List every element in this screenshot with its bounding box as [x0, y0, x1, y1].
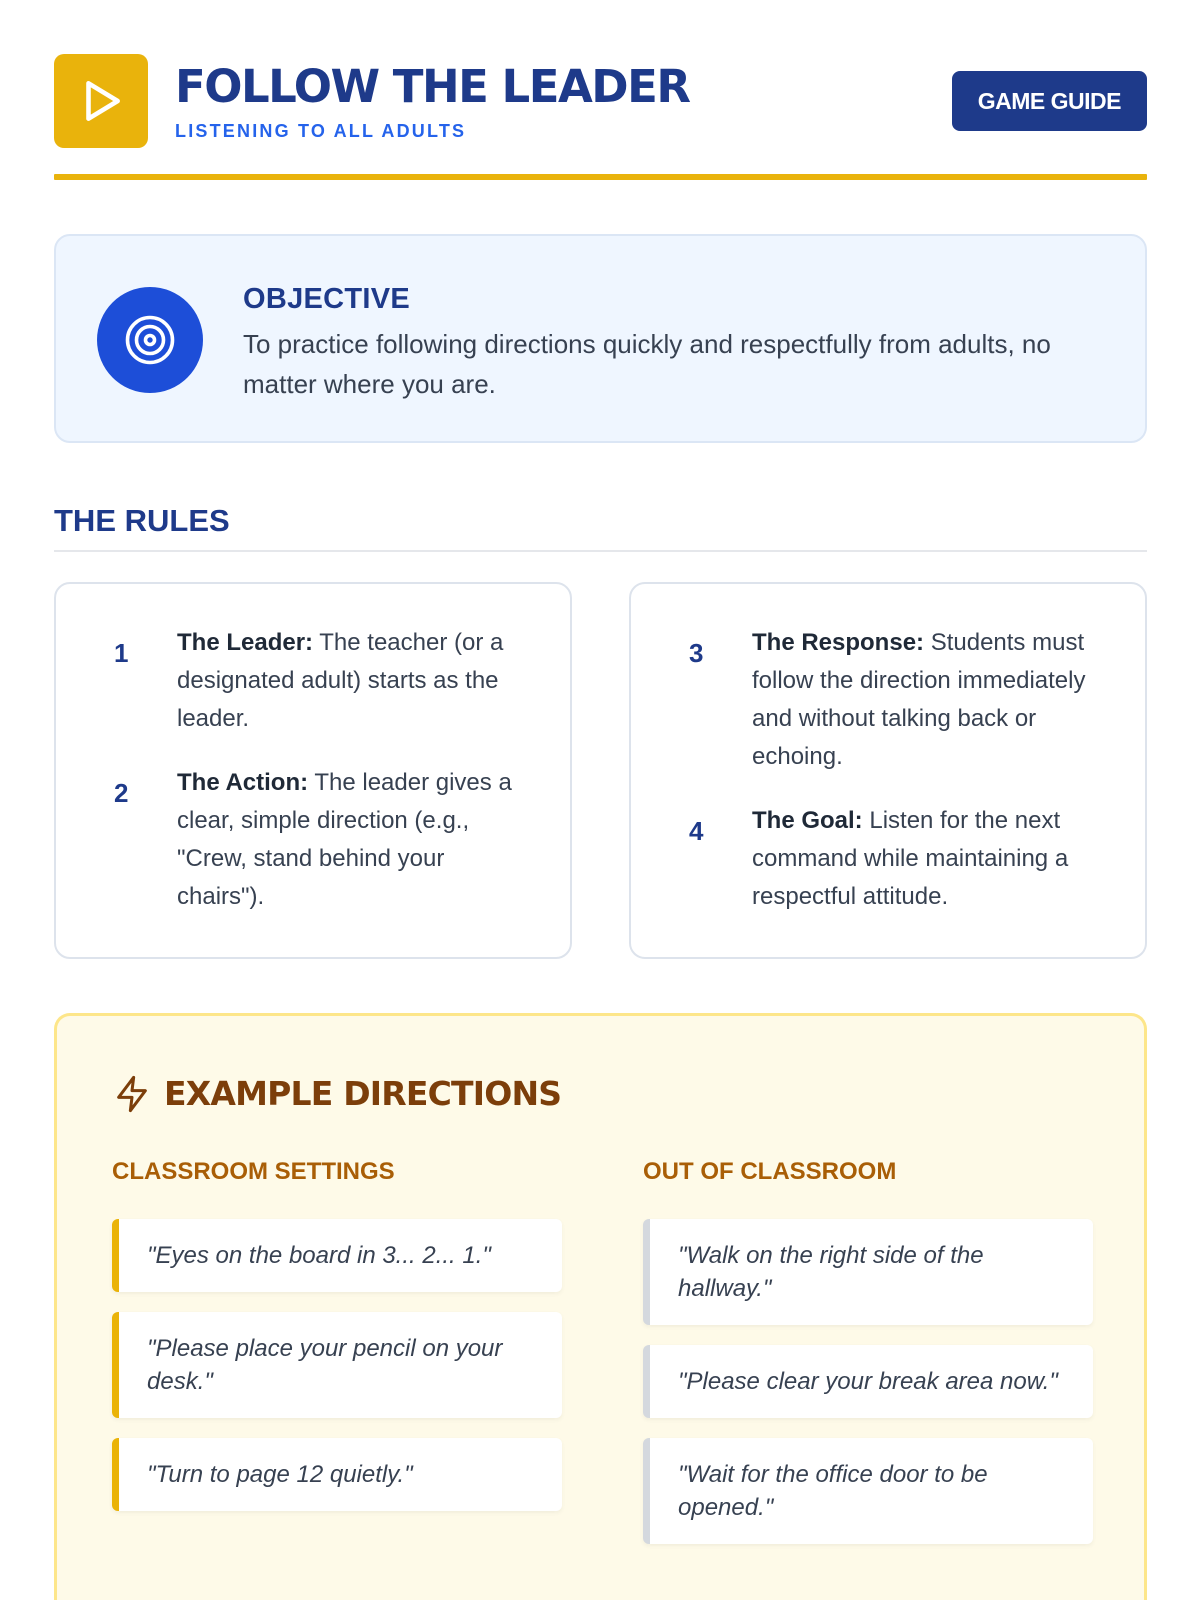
rules-card-left: [54, 582, 572, 959]
example-direction-card: "Walk on the right side of the hallway.": [643, 1219, 1093, 1325]
objective-text: To practice following directions quickly and respectfully from adults, no matter where you are.: [243, 329, 1051, 399]
page-subtitle: LISTENING TO ALL ADULTS: [175, 121, 467, 141]
rule-label: The Leader:: [177, 629, 314, 656]
examples-panel: [54, 1013, 1147, 1600]
rule-number: 2: [114, 778, 129, 808]
rule-text: [752, 802, 1107, 916]
objective-icon-badge: [97, 287, 203, 393]
examples-heading: EXAMPLE DIRECTIONS: [164, 1074, 562, 1113]
header-divider: [54, 174, 1147, 180]
lightning-icon: [112, 1074, 152, 1114]
rule-label: The Response:: [752, 629, 925, 656]
rule-text: [177, 764, 532, 916]
example-direction-card: "Please clear your break area now.": [643, 1345, 1093, 1418]
rules-card-right: [629, 582, 1147, 959]
example-direction-card: "Please place your pencil on your desk.": [112, 1312, 562, 1418]
rule-description: The teacher (or a designated adult) starts as the leader.: [177, 629, 504, 732]
classroom-settings-title: CLASSROOM SETTINGS: [112, 1158, 395, 1185]
rule-number: 1: [114, 638, 129, 668]
example-direction-card: "Wait for the office door to be opened.": [643, 1438, 1093, 1544]
rule-description: Listen for the next command while maintaining a respectful attitude.: [752, 807, 1069, 910]
rules-divider: [54, 550, 1147, 552]
play-icon: [76, 76, 126, 126]
rule-label: The Goal:: [752, 807, 863, 834]
logo: [54, 54, 148, 148]
rule-label: The Action:: [177, 769, 309, 796]
objective-panel: [54, 234, 1147, 443]
example-direction-card: "Eyes on the board in 3... 2... 1.": [112, 1219, 562, 1292]
out-of-classroom-title: OUT OF CLASSROOM: [643, 1158, 897, 1185]
rule-number: 3: [689, 638, 704, 668]
examples-header: [112, 1074, 561, 1114]
rules-heading: THE RULES: [54, 503, 230, 538]
rule-description: The leader gives a clear, simple direction (e.g., "Crew, stand behind your chairs").: [177, 769, 512, 910]
game-guide-button[interactable]: GAME GUIDE: [952, 71, 1147, 131]
objective-heading: OBJECTIVE: [243, 283, 411, 315]
rule-text: [752, 624, 1107, 776]
page-title: FOLLOW THE LEADER: [175, 60, 690, 113]
rule-text: [177, 624, 532, 738]
example-direction-card: "Turn to page 12 quietly.": [112, 1438, 562, 1511]
rule-number: 4: [689, 816, 704, 846]
page-header: [54, 54, 1147, 148]
target-icon: [123, 313, 177, 367]
rule-description: Students must follow the direction immediately and without talking back or echoing.: [752, 629, 1086, 770]
